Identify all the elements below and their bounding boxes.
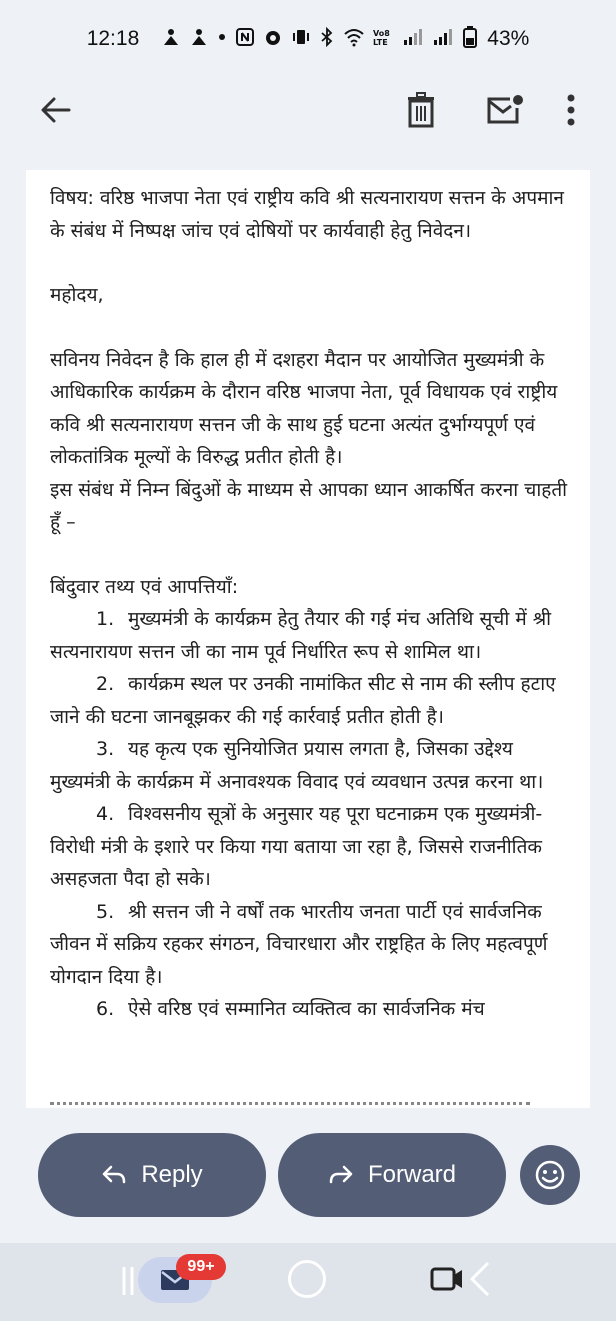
signal-icon <box>403 27 425 52</box>
alarm-icon <box>263 27 283 52</box>
wifi-icon <box>343 27 365 52</box>
email-text <box>26 170 590 1026</box>
list-item: 1. मुख्यमंत्री के कार्यक्रम हेतु तैयार की गई मंच अतिथि सूची में श्री सत्यनारायण सत्तन जी का नाम पूर्व निर्धारित रूप से शामिल था। <box>50 608 552 663</box>
list-item: 6. ऐसे वरिष्ठ एवं सम्मानित व्यक्तित्व का सार्वजनिक मंच <box>96 998 485 1020</box>
status-icons <box>161 26 529 53</box>
more-vert-icon <box>566 93 576 127</box>
battery-icon <box>463 26 477 53</box>
status-bar <box>0 0 616 78</box>
list-item: 3. यह कृत्य एक सुनियोजित प्रयास लगता है, जिसका उद्देश्य मुख्यमंत्री के कार्यक्रम में अनावश्यक विवाद एवं व्यवधान उत्पन्न करना था। <box>50 738 544 793</box>
forward-arrow-icon <box>328 1164 354 1186</box>
email-body <box>26 170 590 1108</box>
attention-paragraph: इस संबंध में निम्न बिंदुओं के माध्यम से आपका ध्यान आकर्षित करना चाहती हूँ – <box>50 478 568 533</box>
person-icon <box>161 27 181 52</box>
back-button[interactable] <box>30 84 82 136</box>
back-arrow-icon <box>39 93 73 127</box>
mark-unread-button[interactable] <box>479 84 531 136</box>
reply-arrow-icon <box>101 1164 127 1186</box>
salutation: महोदय, <box>50 284 104 306</box>
home-button[interactable] <box>288 1260 326 1298</box>
notification-badge: 99+ <box>176 1254 226 1280</box>
delete-button[interactable] <box>395 84 447 136</box>
subject-line: विषय: वरिष्ठ भाजपा नेता एवं राष्ट्रीय कवि श्री सत्यनारायण सत्तन के अपमान के संबंध में निष्पक्ष जांच एवं दोषियों पर कार्यवाही हेतु निवेदन। <box>50 187 564 242</box>
reply-button[interactable] <box>38 1133 266 1217</box>
truncated-text-edge <box>50 1102 530 1108</box>
points-heading: बिंदुवार तथ्य एवं आपत्तियाँ: <box>50 575 239 598</box>
action-row <box>0 1133 616 1217</box>
volte-icon <box>373 27 395 52</box>
app-bar <box>0 78 616 142</box>
signal-icon <box>433 27 455 52</box>
svg-text:LTE: LTE <box>373 37 388 47</box>
nfc-icon <box>235 27 255 52</box>
back-nav-button[interactable] <box>430 1259 492 1299</box>
reply-label: Reply <box>141 1161 203 1188</box>
back-icon <box>430 1259 492 1299</box>
list-item: 5. श्री सत्तन जी ने वर्षों तक भारतीय जनता पार्टी एवं सार्वजनिक जीवन में सक्रिय रहकर संगठन, विचारधारा और राष्ट्रहित के लिए महत्वपूर्ण योगदान दिया है। <box>50 900 548 988</box>
person-icon <box>189 27 209 52</box>
intro-paragraph: सविनय निवेदन है कि हाल ही में दशहरा मैदान पर आयोजित मुख्यमंत्री के आधिकारिक कार्यक्रम के दौरान वरिष्ठ भाजपा नेता, पूर्व विधायक एवं राष्ट्रीय कवि श्री सत्यनारायण सत्तन जी के साथ हुई घटना अत्यंत दुर्भाग्यपूर्ण एवं लोकतांत्रिक मूल्यों के विरुद्ध प्रतीत होती है। <box>50 348 558 468</box>
emoji-reaction-button[interactable] <box>520 1145 580 1205</box>
svg-text:Vo8: Vo8 <box>373 28 391 38</box>
bluetooth-icon <box>319 27 335 52</box>
battery-percent: 43% <box>487 27 530 50</box>
emoji-icon <box>534 1159 566 1191</box>
status-time: 12:18 <box>86 27 140 50</box>
more-options-button[interactable] <box>545 84 597 136</box>
dot-icon <box>217 27 227 52</box>
system-nav-bar <box>0 1243 616 1321</box>
mark-unread-icon <box>486 94 524 126</box>
list-item: 4. विश्वसनीय सूत्रों के अनुसार यह पूरा घटनाक्रम एक मुख्यमंत्री-विरोधी मंत्री के इशारे पर किया गया बताया जा रहा है, जिससे राजनीतिक असहजता पैदा हो सके। <box>50 803 543 890</box>
forward-label: Forward <box>367 1161 457 1188</box>
delete-icon <box>406 92 436 128</box>
vibrate-icon <box>291 27 311 52</box>
list-item: 2. कार्यक्रम स्थल पर उनकी नामांकित सीट से नाम की स्लीप हटाए जाने की घटना जानबूझकर की गई कार्रवाई प्रतीत होती है। <box>50 673 556 728</box>
forward-button[interactable] <box>278 1133 506 1217</box>
